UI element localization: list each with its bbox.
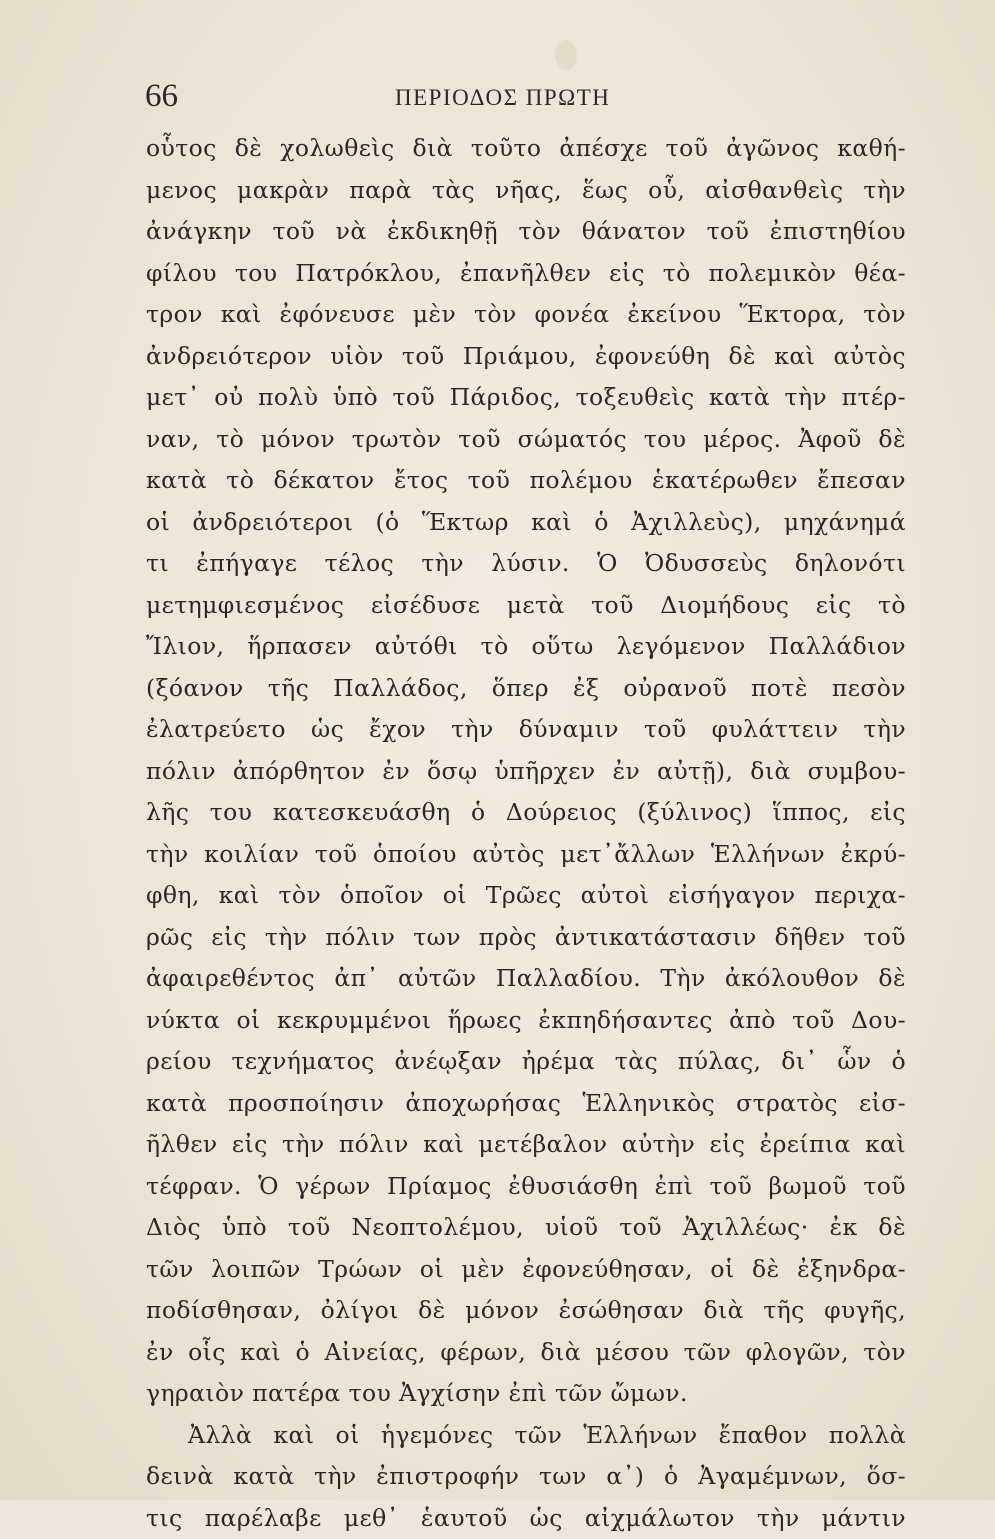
text-line: τι ἐπήγαγε τέλος τὴν λύσιν. Ὁ Ὀδυσσεὺς δηλονότι — [146, 543, 906, 585]
page-number: 66 — [145, 76, 178, 116]
text-line: ποδίσθησαν, ὀλίγοι δὲ μόνον ἐσώθησαν διὰ τῆς φυγῆς, — [146, 1290, 906, 1332]
text-line: (ξόανον τῆς Παλλάδος, ὅπερ ἐξ οὐρανοῦ ποτὲ πεσὸν — [146, 668, 906, 710]
text-line: ἀνάγκην τοῦ νὰ ἐκδικηθῇ τὸν θάνατον τοῦ ἐπιστηθίου — [146, 211, 906, 253]
text-line: φίλου του Πατρόκλου, ἐπανῆλθεν εἰς τὸ πολεμικὸν θέα- — [146, 253, 906, 295]
paragraph-start-line: Ἀλλὰ καὶ οἱ ἡγεμόνες τῶν Ἑλλήνων ἔπαθον πολλὰ — [146, 1415, 906, 1457]
page-header — [145, 76, 905, 116]
body-text — [146, 128, 906, 1539]
text-line: ρῶς εἰς τὴν πόλιν των πρὸς ἀντικατάστασιν δῆθεν τοῦ — [146, 917, 906, 959]
text-line: μετημφιεσμένος εἰσέδυσε μετὰ τοῦ Διομήδους εἰς τὸ — [146, 585, 906, 627]
text-line: φθη, καὶ τὸν ὁποῖον οἱ Τρῶες αὐτοὶ εἰσήγαγον περιχα- — [146, 875, 906, 917]
text-line: τρον καὶ ἐφόνευσε μὲν τὸν φονέα ἐκείνου Ἕκτορα, τὸν — [146, 294, 906, 336]
text-line: μετ᾽ οὐ πολὺ ὑπὸ τοῦ Πάριδος, τοξευθεὶς κατὰ τὴν πτέρ- — [146, 377, 906, 419]
text-line: ἐν οἷς καὶ ὁ Αἰνείας, φέρων, διὰ μέσου τῶν φλογῶν, τὸν — [146, 1332, 906, 1374]
text-line: λῆς του κατεσκευάσθη ὁ Δούρειος (ξύλινος) ἵππος, εἰς — [146, 792, 906, 834]
text-line: ἀνδρειότερον υἱὸν τοῦ Πριάμου, ἐφονεύθη δὲ καὶ αὐτὸς — [146, 336, 906, 378]
text-line: κατὰ τὸ δέκατον ἔτος τοῦ πολέμου ἑκατέρωθεν ἔπεσαν — [146, 460, 906, 502]
text-line: ρείου τεχνήματος ἀνέῳξαν ἠρέμα τὰς πύλας, δι᾽ ὧν ὁ — [146, 1041, 906, 1083]
text-line: Ἴλιον, ἥρπασεν αὐτόθι τὸ οὕτω λεγόμενον Παλλάδιον — [146, 626, 906, 668]
text-line: δεινὰ κατὰ τὴν ἐπιστροφήν των α᾽) ὁ Ἀγαμέμνων, ὅσ- — [146, 1456, 906, 1498]
paragraph-end-line: γηραιὸν πατέρα του Ἀγχίσην ἐπὶ τῶν ὤμων. — [146, 1373, 906, 1415]
running-title: ΠΕΡΙΟΔΟΣ ΠΡΩΤΗ — [395, 80, 610, 116]
text-line: μενος μακρὰν παρὰ τὰς νῆας, ἕως οὗ, αἰσθανθεὶς τὴν — [146, 170, 906, 212]
paper-stain — [555, 40, 577, 70]
text-line: κατὰ προσποίησιν ἀποχωρήσας Ἑλληνικὸς στρατὸς εἰσ- — [146, 1083, 906, 1125]
text-line: τέφραν. Ὁ γέρων Πρίαμος ἐθυσιάσθη ἐπὶ τοῦ βωμοῦ τοῦ — [146, 1166, 906, 1208]
text-line: ῆλθεν εἰς τὴν πόλιν καὶ μετέβαλον αὐτὴν εἰς ἐρείπια καὶ — [146, 1124, 906, 1166]
text-line: οὗτος δὲ χολωθεὶς διὰ τοῦτο ἀπέσχε τοῦ ἀγῶνος καθή- — [146, 128, 906, 170]
text-line: νύκτα οἱ κεκρυμμένοι ἥρωες ἐκπηδήσαντες ἀπὸ τοῦ Δου- — [146, 1000, 906, 1042]
text-line: τὴν κοιλίαν τοῦ ὁποίου αὐτὸς μετ᾽ἄλλων Ἑλλήνων ἐκρύ- — [146, 834, 906, 876]
text-line: πόλιν ἀπόρθητον ἐν ὅσῳ ὑπῆρχεν ἐν αὐτῇ), διὰ συμβου- — [146, 751, 906, 793]
text-line: Διὸς ὑπὸ τοῦ Νεοπτολέμου, υἱοῦ τοῦ Ἀχιλλέως· ἐκ δὲ — [146, 1207, 906, 1249]
text-line: ἐλατρεύετο ὡς ἔχον τὴν δύναμιν τοῦ φυλάττειν τὴν — [146, 709, 906, 751]
text-line: οἱ ἀνδρειότεροι (ὁ Ἕκτωρ καὶ ὁ Ἀχιλλεὺς), μηχάνημά — [146, 502, 906, 544]
text-line: τῶν λοιπῶν Τρώων οἱ μὲν ἐφονεύθησαν, οἱ δὲ ἐξηνδρα- — [146, 1249, 906, 1291]
text-line: ναν, τὸ μόνον τρωτὸν τοῦ σώματός του μέρος. Ἀφοῦ δὲ — [146, 419, 906, 461]
text-line: ἀφαιρεθέντος ἀπ᾽ αὐτῶν Παλλαδίου. Τὴν ἀκόλουθον δὲ — [146, 958, 906, 1000]
text-line: τις παρέλαβε μεθ᾽ ἑαυτοῦ ὡς αἰχμάλωτον τὴν μάντιν — [146, 1498, 906, 1539]
